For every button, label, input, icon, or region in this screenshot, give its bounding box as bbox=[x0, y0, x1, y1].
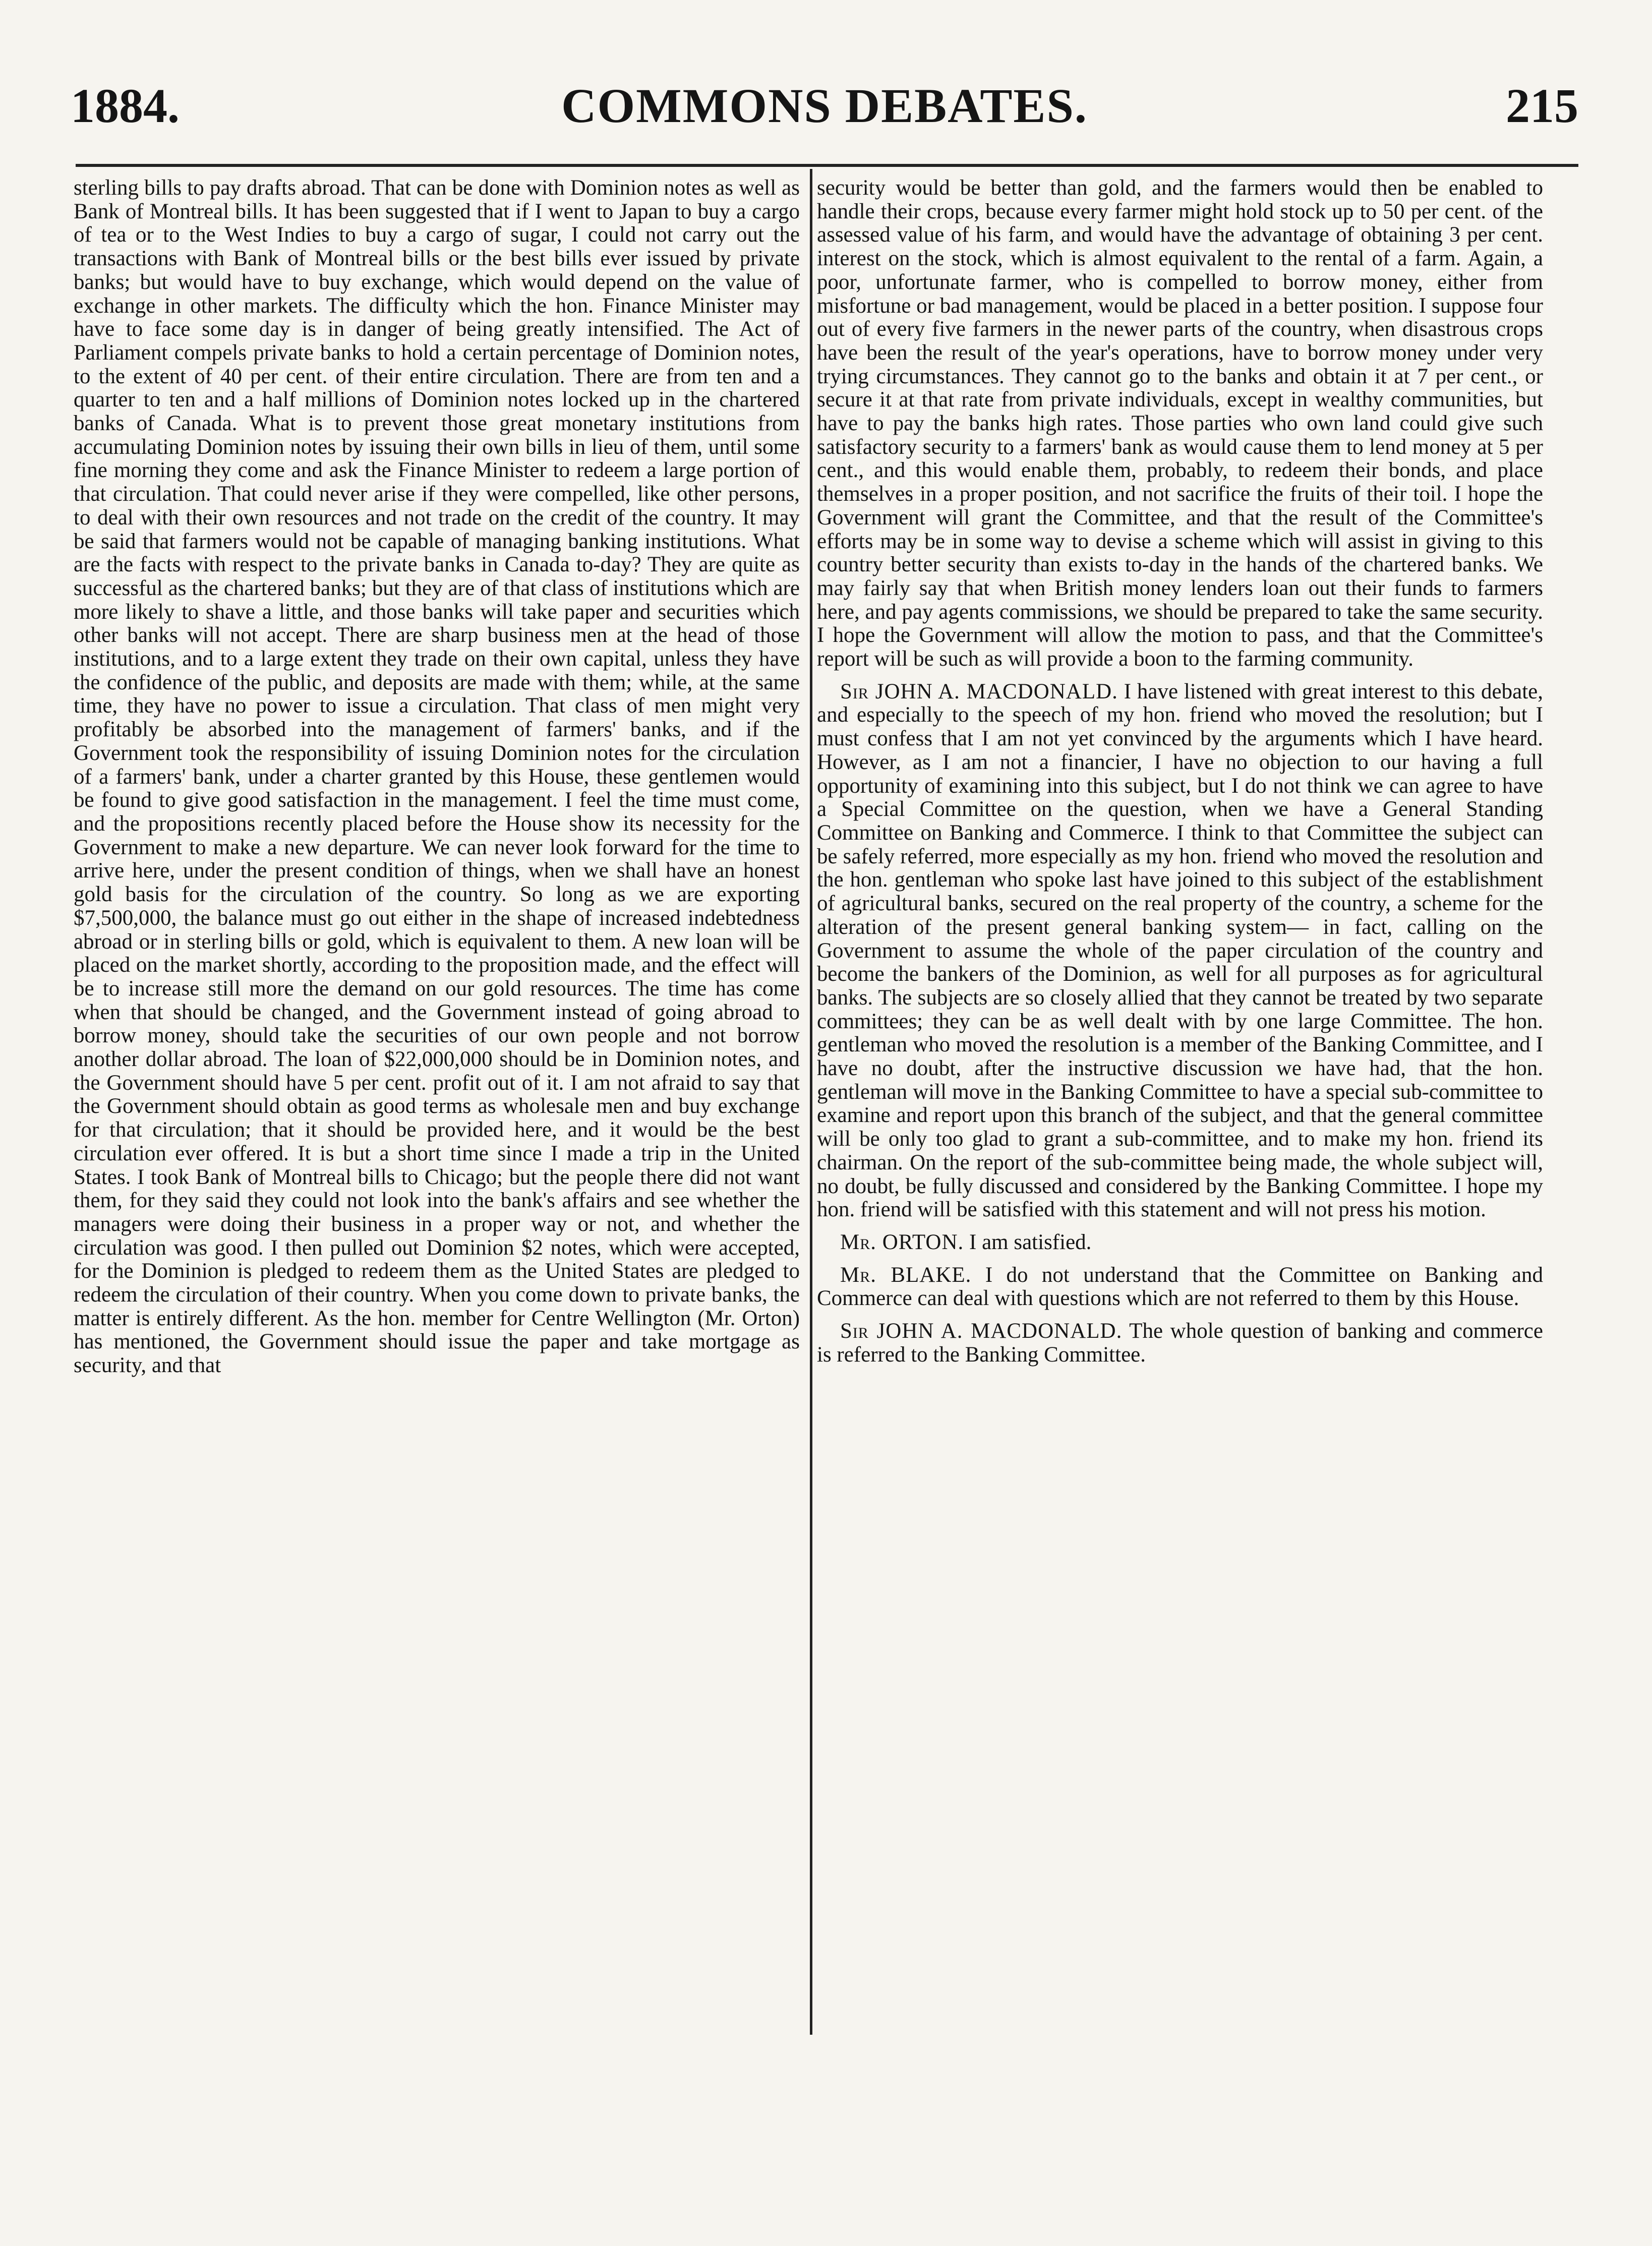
speaker-name: Sir JOHN A. MACDONALD. bbox=[840, 679, 1118, 703]
paragraph-text: The whole question of banking and commerce is referred to the Banking Committee. bbox=[817, 1319, 1543, 1367]
speaker-name: Mr. BLAKE. bbox=[840, 1263, 972, 1287]
left-column bbox=[74, 176, 800, 2047]
page-header bbox=[71, 66, 1578, 166]
column-divider bbox=[810, 169, 812, 2035]
paragraph bbox=[817, 680, 1543, 1222]
speaker-name: Mr. ORTON. bbox=[840, 1230, 964, 1254]
paragraph-text: sterling bills to pay drafts abroad. That can be done with Dominion notes as well as Bank of Montreal bills. It has been suggested that if I went to Japan to buy a cargo of tea or to the West Indies to buy a cargo of sugar, I could not carry out the transactions with Bank of Montreal bills or the best bills ever issued by private banks; but would have to buy exchange, which would depend on the value of exchange in other markets. The difficulty which the hon. Finance Minister may have to face some day is in danger of being greatly intensified. The Act of Parliament compels private banks to hold a certain percentage of Dominion notes, to the extent of 40 per cent. of their entire circulation. There are from ten and a quarter to ten and a half millions of Dominion notes locked up in the chartered banks of Canada. What is to prevent those great monetary institutions from accumulating Dominion notes by issuing their own bills in lieu of them, until some fine morning they come and ask the Finance Minister to redeem a large portion of that circulation. That could never arise if they were compelled, like other persons, to deal with their own resources and not trade on the credit of the country. It may be said that farmers would not be capable of managing banking institutions. What are the facts with respect to the private banks in Canada to-day? They are quite as successful as the chartered banks; but they are of that class of institutions which are more likely to shave a little, and those banks will take paper and securities which other banks will not accept. There are sharp business men at the head of those institutions, and to a large extent they trade on their own capital, unless they have the confidence of the public, and deposits are made with them; while, at the same time, they have no power to issue a circulation. That class of men might very profitably be absorbed into the management of farmers' banks, and if the Government took the responsibility of issuing Dominion notes for the circulation of a farmers' bank, under a charter granted by this House, these gentlemen would be found to give good satisfaction in the management. I feel the time must come, and the propositions recently placed before the House show its necessity for the Government to make a new departure. We can never look forward for the time to arrive here, under the present condition of things, when we shall have an honest gold basis for the circulation of the country. So long as we are exporting $7,500,000, the balance must go out either in the shape of increased indebtedness abroad or in sterling bills or gold, which is equivalent to them. A new loan will be placed on the market shortly, according to the proposition made, and the effect will be to increase still more the demand on our gold resources. The time has come when that should be changed, and the Government instead of going abroad to borrow money, should take the securities of our own people and not borrow another dollar abroad. The loan of $22,000,000 should be in Dominion notes, and the Government should have 5 per cent. profit out of it. I am not afraid to say that the Government should obtain as good terms as wholesale men and buy exchange for that circulation; that it should be provided here, and it would be the best circulation ever offered. It is but a short time since I made a trip in the United States. I took Bank of Montreal bills to Chicago; but the people there did not want them, for they said they could not look into the bank's affairs and see whether the managers were doing their business in a proper way or not, and whether the circulation was good. I then pulled out Dominion $2 notes, which were accepted, for the Dominion is pledged to redeem them as the United States are pledged to redeem the circulation of their country. When you come down to private banks, the matter is entirely different. As the hon. member for Centre Wellington (Mr. Orton) has mentioned, the Government should issue the paper and take mortgage as security, and that bbox=[74, 176, 800, 1378]
paragraph bbox=[74, 176, 800, 1378]
paragraph bbox=[817, 1231, 1543, 1255]
paragraph bbox=[817, 176, 1543, 671]
paragraph-text: security would be better than gold, and the farmers would then be enabled to handle their crops, because every farmer might hold stock up to 50 per cent. of the assessed value of his farm, and would have the advantage of obtaining 3 per cent. interest on the stock, which is almost equivalent to the rental of a farm. Again, a poor, unfortunate farmer, who is compelled to borrow money, either from misfortune or bad management, would be placed in a better position. I suppose four out of every five farmers in the newer parts of the country, when disastrous crops have been the result of the year's operations, have to borrow money under very trying circumstances. They cannot go to the banks and obtain it at 7 per cent., or secure it at that rate from private individuals, except in wealthy communities, but have to pay the banks high rates. Those parties who own land could give such satisfactory security to a farmers' bank as would cause them to lend money at 5 per cent., and this would enable them, probably, to redeem their bonds, and place themselves in a proper position, and not sacrifice the fruits of their toil. I hope the Government will grant the Committee, and that the result of the Committee's efforts may be in some way to devise a scheme which will assist in giving to this country better security than exists to-day in the hands of the chartered banks. We may fairly say that when British money lenders loan out their funds to farmers here, and pay agents commissions, we should be prepared to take the same security. I hope the Government will allow the motion to pass, and that the Committee's report will be such as will provide a boon to the farming community. bbox=[817, 176, 1543, 671]
header-year: 1884. bbox=[71, 79, 180, 133]
paragraph-text: I have listened with great interest to this debate, and especially to the speech of my hon. friend who moved the resolution; but I must confess that I am not yet convinced by the arguments which I have heard. However, as I am not a financier, I have no objection to our having a full opportunity of examining into this subject, but I do not think we can agree to have a Special Committee on the question, when we have a General Standing Committee on Banking and Commerce. I think to that Committee the subject can be safely referred, more especially as my hon. friend who moved the resolution and the hon. gentleman who spoke last have joined to this subject of the establishment of agricultural banks, secured on the real property of the country, a scheme for the alteration of the present general banking system— in fact, calling on the Government to assume the whole of the paper circulation of the country and become the bankers of the Dominion, as well for all purposes as for agricultural banks. The subjects are so closely allied that they cannot be treated by two separate committees; they can be as well dealt with by one large Committee. The hon. gentleman who moved the resolution is a member of the Banking Committee, and I have no doubt, after the instructive discussion we have had, that the hon. gentleman will move in the Banking Committee to have a special sub-committee to examine and report upon this branch of the subject, and that the general committee will be only too glad to grant a sub-committee, and to make my hon. friend its chairman. On the report of the sub-committee being made, the whole subject will, no doubt, be fully discussed and considered by the Banking Committee. I hope my hon. friend will be satisfied with this statement and will not press his motion. bbox=[817, 679, 1543, 1222]
header-title: COMMONS DEBATES. bbox=[561, 79, 1088, 133]
paragraph-text: I am satisfied. bbox=[969, 1230, 1092, 1254]
paragraph-text: I do not understand that the Committee on Banking and Commerce can deal with questions which are not referred to them by this House. bbox=[817, 1263, 1543, 1311]
header-page-number: 215 bbox=[1506, 79, 1578, 133]
header-rule bbox=[76, 164, 1578, 167]
paragraph bbox=[817, 1264, 1543, 1311]
paragraph bbox=[817, 1320, 1543, 1367]
right-column bbox=[817, 176, 1543, 2047]
speaker-name: Sir JOHN A. MACDONALD. bbox=[840, 1319, 1123, 1343]
